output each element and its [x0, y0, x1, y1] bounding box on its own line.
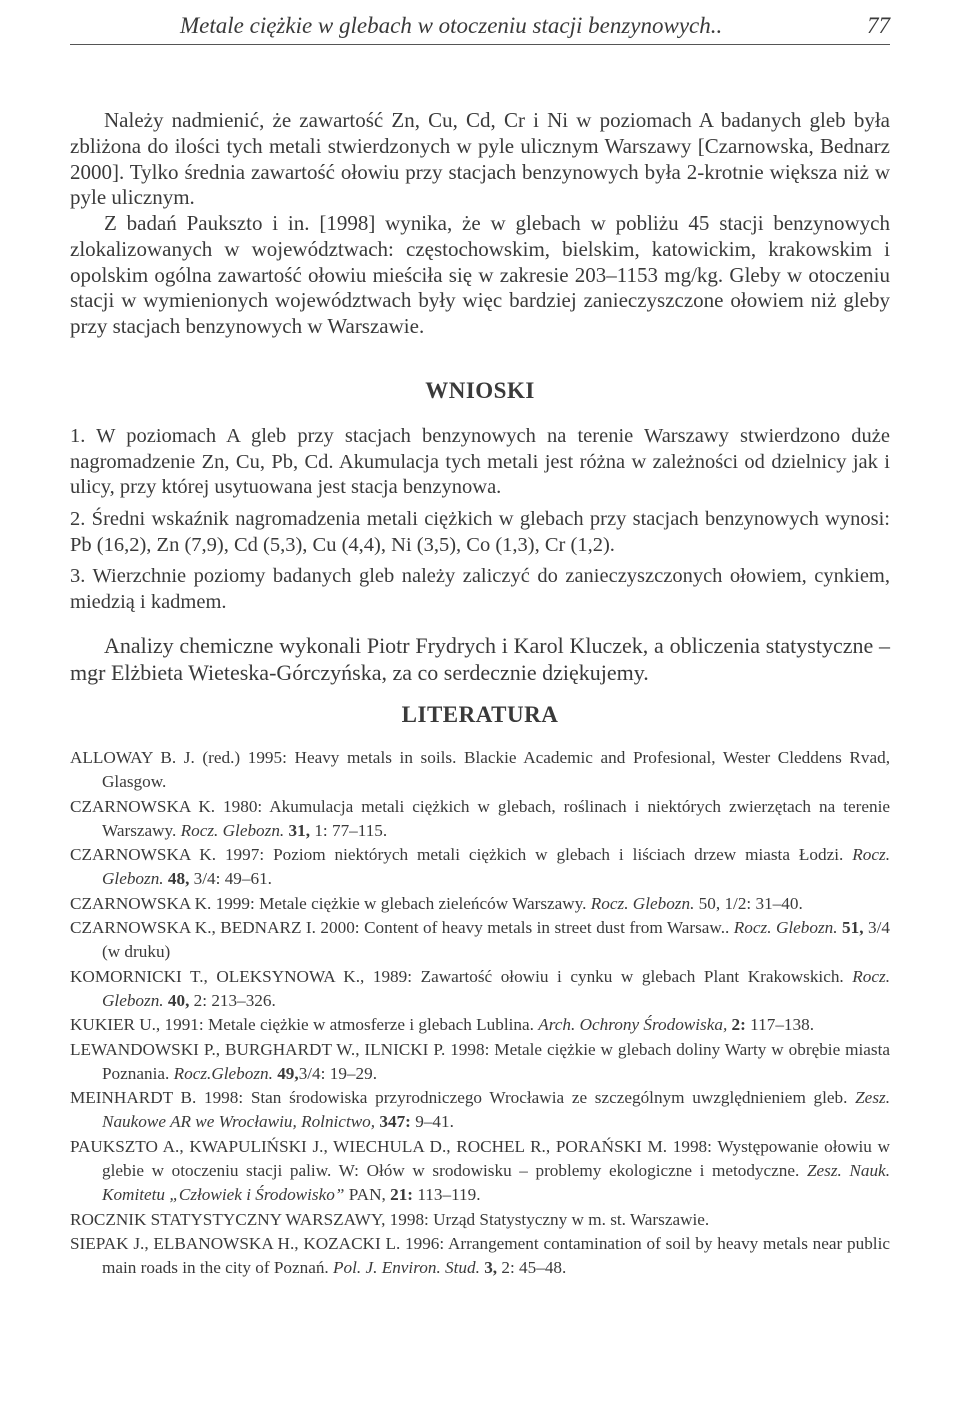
- reference-item: ROCZNIK STATYSTYCZNY WARSZAWY, 1998: Urząd Statystyczny w m. st. Warszawie.: [70, 1209, 710, 1229]
- reference-list: [70, 746, 890, 1281]
- reference-item: CZARNOWSKA K. 1997: Poziom niektórych metali ciężkich w glebach i liściach drzew miasta Łodzi. Rocz. Glebozn. 48, 3/4: 49–61.: [70, 845, 890, 889]
- conclusion-number: 1.: [70, 425, 86, 447]
- conclusion-item-1: [70, 424, 890, 501]
- reference-item: CZARNOWSKA K., BEDNARZ I. 2000: Content of heavy metals in street dust from Warsaw.. Rocz. Glebozn. 51, 3/4 (w druku): [70, 918, 890, 962]
- conclusion-item-2: [70, 507, 890, 558]
- reference-item: SIEPAK J., ELBANOWSKA H., KOZACKI L. 1996: Arrangement contamination of soil by heavy metals near public main roads in the city of Poznań. Pol. J. Environ. Stud. 3, 2: 45–48.: [70, 1233, 890, 1278]
- running-header: [70, 8, 890, 45]
- references-heading: LITERATURA: [401, 702, 559, 727]
- conclusion-number: 3.: [70, 565, 86, 587]
- running-title: Metale ciężkie w glebach w otoczeniu stacji benzynowych..: [180, 13, 723, 38]
- conclusion-text: Średni wskaźnik nagromadzenia metali ciężkich w glebach przy stacjach benzynowych wynosi: Pb (16,2), Zn (7,9), Cd (5,3), Cu (4,4), Ni (3,5), Co (1,3), Cr (1,2).: [70, 508, 891, 556]
- reference-item: KOMORNICKI T., OLEKSYNOWA K., 1989: Zawartość ołowiu i cynku w glebach Plant Krakowskich. Rocz. Glebozn. 40, 2: 213–326.: [70, 966, 890, 1010]
- body-paragraph-2: Z badań Paukszto i in. [1998] wynika, że w glebach w pobliżu 45 stacji benzynowych zlokalizowanych w województwach: częstochowskim, bielskim, katowickim, krakowskim i opolskim ogólna zawartość ołowiu mieściła się w zakresie 203–1153 mg/kg. Gleby w otoczeniu stacji w wymienionych województwach były więc bardziej zanieczyszczone ołowiem niż gleby przy stacjach benzynowych w Warszawie.: [70, 211, 890, 339]
- reference-item: CZARNOWSKA K. 1980: Akumulacja metali ciężkich w glebach, roślinach i niektórych zwierzętach na terenie Warszawy. Rocz. Glebozn. 31, 1: 77–115.: [70, 796, 890, 840]
- reference-item: CZARNOWSKA K. 1999: Metale ciężkie w glebach zieleńców Warszawy. Rocz. Glebozn. 50, 1/2: 31–40.: [70, 893, 803, 913]
- reference-item: KUKIER U., 1991: Metale ciężkie w atmosferze i glebach Lublina. Arch. Ochrony Środowiska, 2: 117–138.: [70, 1015, 814, 1035]
- body-paragraph-1: Należy nadmienić, że zawartość Zn, Cu, Cd, Cr i Ni w poziomach A badanych gleb była zbliżona do ilości tych metali stwierdzonych w pyle ulicznym Warszawy [Czarnowska, Bednarz 2000]. Tylko średnia zawartość ołowiu przy stacjach benzynowych była 2-krotnie większa niż w pyle ulicznym.: [70, 108, 890, 210]
- reference-item: MEINHARDT B. 1998: Stan środowiska przyrodniczego Wrocławia ze szczególnym uwzględnieniem gleb. Zesz. Naukowe AR we Wrocławiu, Rolnictwo, 347: 9–41.: [70, 1088, 890, 1132]
- reference-item: PAUKSZTO A., KWAPULIŃSKI J., WIECHULA D., ROCHEL R., PORAŃSKI M. 1998: Występowanie ołowiu w glebie w otoczeniu stacji paliw. W: Ołów w srodowisku – problemy ekologiczne i metodyczne. Zesz. Nauk. Komitetu „Człowiek i Środowisko” PAN, 21: 113–119.: [70, 1136, 890, 1205]
- reference-item: LEWANDOWSKI P., BURGHARDT W., ILNICKI P. 1998: Metale ciężkie w glebach doliny Warty w obrębie miasta Poznania. Rocz.Glebozn. 49,3/4: 19–29.: [70, 1039, 890, 1083]
- reference-item: ALLOWAY B. J. (red.) 1995: Heavy metals in soils. Blackie Academic and Profesional, Wester Cleddens Rvad, Glasgow.: [70, 748, 890, 792]
- conclusion-item-3: [70, 564, 890, 615]
- conclusions-heading: WNIOSKI: [425, 378, 535, 403]
- conclusion-text: W poziomach A gleb przy stacjach benzynowych na terenie Warszawy stwierdzono duże nagromadzenie Zn, Cu, Pb, Cd. Akumulacja tych metali jest różna w zależności od dzielnicy jak i ulicy, przy której usytuowana jest stacja benzynowa.: [70, 425, 890, 499]
- acknowledgement: Analizy chemiczne wykonali Piotr Frydrych i Karol Kluczek, a obliczenia statystyczne – mgr Elżbieta Wieteska-Górczyńska, za co serdecznie dziękujemy.: [70, 633, 890, 685]
- page-number: 77: [867, 13, 890, 38]
- conclusion-number: 2.: [70, 508, 86, 530]
- conclusion-text: Wierzchnie poziomy badanych gleb należy zaliczyć do zanieczyszczonych ołowiem, cynkiem, miedzią i kadmem.: [70, 565, 890, 613]
